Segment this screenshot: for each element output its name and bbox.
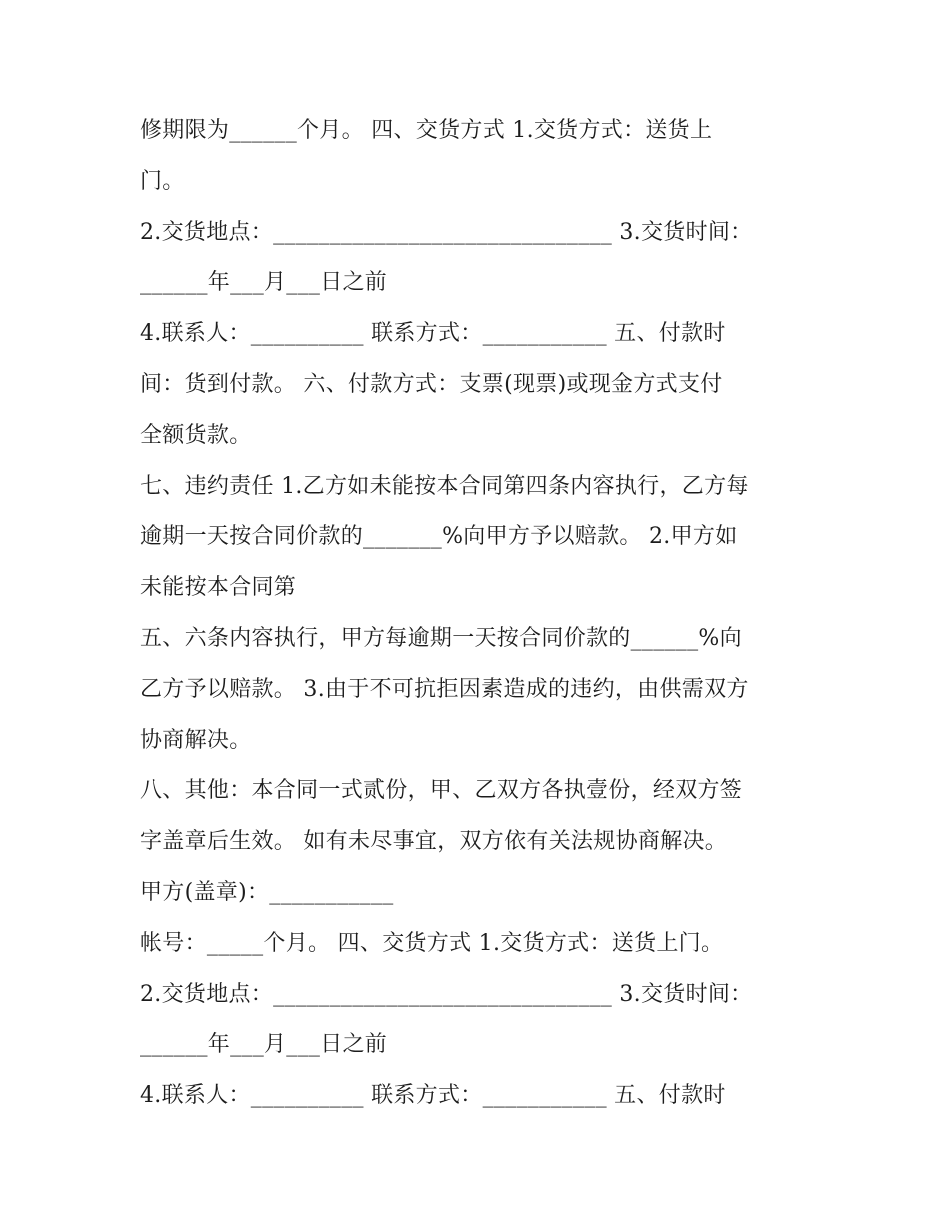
text-line: 乙方予以赔款。 3.由于不可抗拒因素造成的违约，由供需双方 bbox=[140, 676, 749, 702]
text-line: ______年___月___日之前 bbox=[140, 1032, 388, 1058]
text-line: 未能按本合同第 bbox=[140, 575, 297, 601]
text-line: 五、六条内容执行，甲方每逾期一天按合同价款的______%向 bbox=[140, 625, 742, 651]
text-line: 七、违约责任 1.乙方如未能按本合同第四条内容执行，乙方每 bbox=[140, 473, 749, 499]
text-line: 间：货到付款。 六、付款方式：支票(现票)或现金方式支付 bbox=[140, 371, 723, 397]
text-line: 甲方(盖章)：___________ bbox=[140, 879, 394, 905]
text-line: 八、其他：本合同一式贰份，甲、乙双方各执壹份，经双方签 bbox=[140, 778, 743, 804]
text-line: 2.交货地点：______________________________ 3.交货时间： bbox=[140, 981, 753, 1007]
text-line: 字盖章后生效。 如有未尽事宜，双方依有关法规协商解决。 bbox=[140, 829, 728, 855]
text-line: 逾期一天按合同价款的_______%向甲方予以赔款。 2.甲方如 bbox=[140, 524, 738, 550]
text-line: 2.交货地点：______________________________ 3.交货时间： bbox=[140, 219, 753, 245]
text-line: 全额货款。 bbox=[140, 422, 252, 448]
text-line: 4.联系人：__________ 联系方式：___________ 五、付款时 bbox=[140, 1083, 726, 1109]
text-line: 帐号：_____个月。 四、交货方式 1.交货方式：送货上门。 bbox=[140, 930, 724, 956]
text-line: 修期限为______个月。 四、交货方式 1.交货方式：送货上 bbox=[140, 118, 713, 143]
text-line: ______年___月___日之前 bbox=[140, 270, 388, 296]
contract-text-body bbox=[140, 106, 830, 1122]
text-line: 协商解决。 bbox=[140, 727, 252, 753]
text-line: 门。 bbox=[140, 168, 185, 194]
text-line: 4.联系人：__________ 联系方式：___________ 五、付款时 bbox=[140, 321, 726, 347]
